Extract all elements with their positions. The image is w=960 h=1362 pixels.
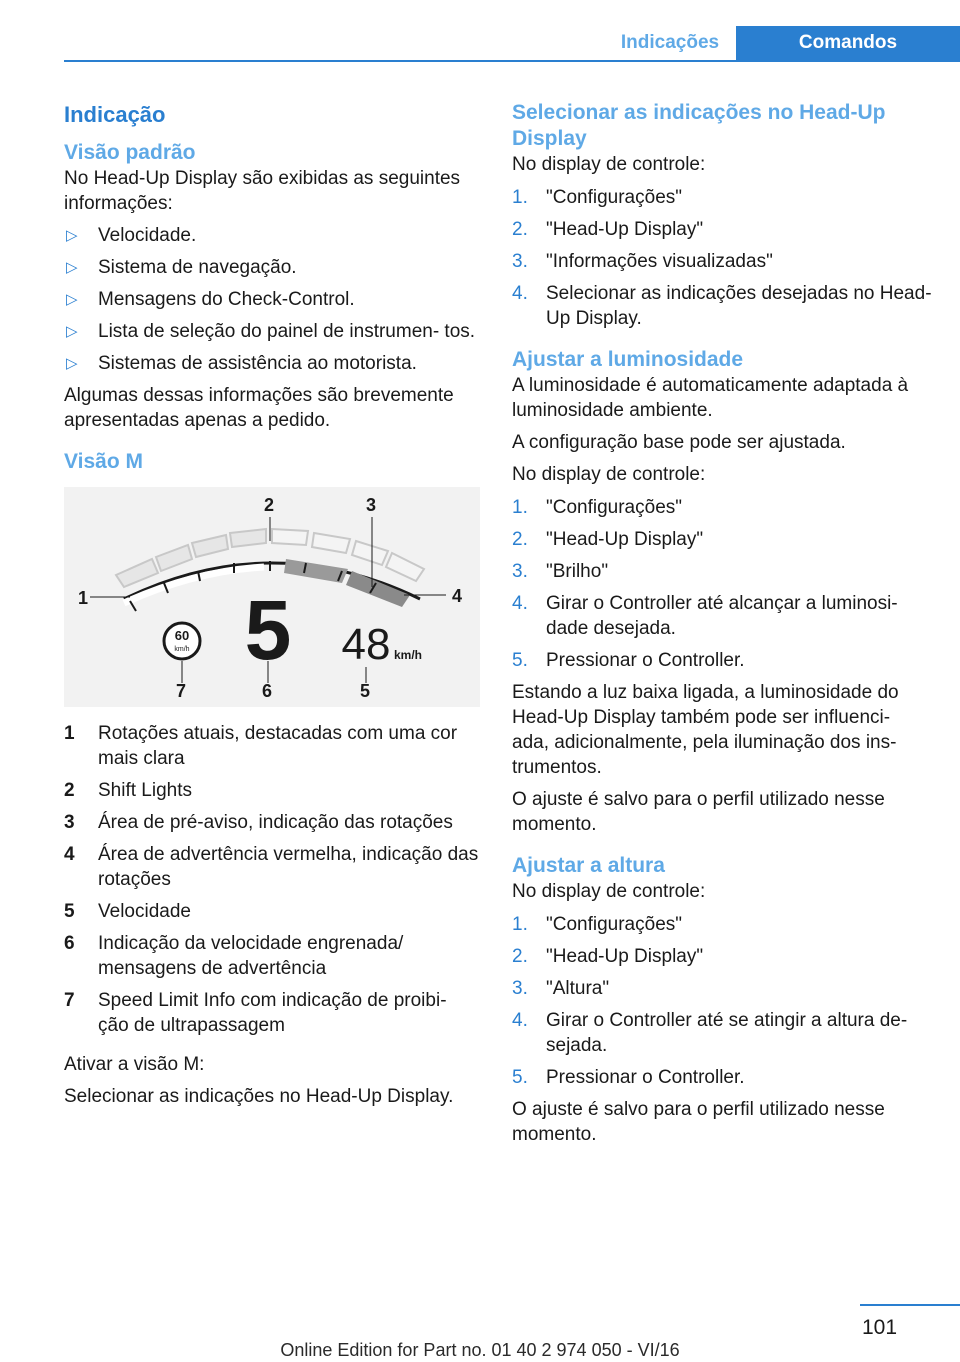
paragraph: A luminosidade é automaticamente adaptada à luminosidade ambiente. <box>512 375 909 421</box>
legend-row: 6 Indicação da velocidade engrenada/ mensagens de advertência <box>64 933 404 979</box>
callout-6: 6 <box>262 681 273 701</box>
list-item: ▷ Sistemas de assistência ao motorista. <box>66 353 417 374</box>
section-title-visao-padrao: Visão padrão <box>64 141 196 164</box>
legend-row: 5 Velocidade <box>64 901 191 922</box>
paragraph: Selecionar as indicações no Head-Up Display. <box>64 1086 454 1107</box>
section-title-luminosidade: Ajustar a luminosidade <box>512 348 744 371</box>
callout-7: 7 <box>176 681 187 701</box>
numbered-list <box>512 495 932 673</box>
paragraph: O ajuste é salvo para o perfil utilizado nesse momento. <box>512 789 885 835</box>
list-item: 1. "Configurações" <box>512 187 683 208</box>
list-item: 4. Girar o Controller até se atingir a altura de‐ sejada. <box>512 1010 908 1056</box>
figure-legend <box>64 721 480 1038</box>
list-item: ▷ Lista de seleção do painel de instrumen‐ tos. <box>66 321 476 342</box>
paragraph: A configuração base pode ser ajustada. <box>512 432 846 453</box>
speed-limit-unit: km/h <box>174 646 190 653</box>
page-number: 101 <box>862 1316 898 1339</box>
list-item: 4. Girar o Controller até alcançar a luminosi‐ dade desejada. <box>512 593 898 639</box>
list-item: 3. "Informações visualizadas" <box>512 251 773 272</box>
triangle-bullet-icon: ▷ <box>66 323 78 340</box>
head-up-display-figure <box>64 487 480 707</box>
legend-row: 4 Área de advertência vermelha, indicação das rotações <box>64 844 479 890</box>
list-item: 2. "Head-Up Display" <box>512 529 704 550</box>
list-item: 1. "Configurações" <box>512 497 683 518</box>
callout-3: 3 <box>366 495 377 515</box>
callout-4: 4 <box>452 586 463 606</box>
page-heading: Indicação <box>64 102 166 127</box>
left-column <box>64 100 480 1116</box>
list-item: ▷ Velocidade. <box>66 225 197 246</box>
paragraph: Algumas dessas informações são brevemente apresentadas apenas a pedido. <box>64 385 454 431</box>
header-rule <box>64 60 960 62</box>
list-item: ▷ Sistema de navegação. <box>66 257 297 278</box>
section-title-altura: Ajustar a altura <box>512 854 665 877</box>
tab-comandos[interactable]: Comandos <box>736 26 960 60</box>
numbered-list <box>512 185 932 331</box>
speed-unit: km/h <box>394 648 423 662</box>
section-title-visao-m: Visão M <box>64 450 143 473</box>
list-item: ▷ Mensagens do Check-Control. <box>66 289 355 310</box>
paragraph: No Head-Up Display são exibidas as seguintes informações: <box>64 168 461 214</box>
list-item: 3. "Altura" <box>512 978 610 999</box>
legend-row: 2 Shift Lights <box>64 780 192 801</box>
gear-indicator: 5 <box>244 583 292 677</box>
paragraph: Estando a luz baixa ligada, a luminosidade do Head-Up Display também pode ser influenci‐ ada, adicionalmente, pela iluminação dos ins‐ trumentos. <box>512 682 899 778</box>
list-item: 2. "Head-Up Display" <box>512 219 704 240</box>
tab-indicacoes[interactable]: Indicações <box>620 32 720 53</box>
paragraph: Ativar a visão M: <box>64 1054 205 1075</box>
speed-readout: 48 <box>341 620 391 669</box>
numbered-list <box>512 912 932 1090</box>
legend-row: 1 Rotações atuais, destacadas com uma cor mais clara <box>64 723 458 769</box>
legend-row: 7 Speed Limit Info com indicação de proibi‐ ção de ultrapassagem <box>64 990 447 1036</box>
triangle-bullet-icon: ▷ <box>66 227 78 244</box>
callout-1: 1 <box>78 588 89 608</box>
triangle-bullet-icon: ▷ <box>66 355 78 372</box>
speed-limit-value: 60 <box>174 628 190 643</box>
section-title-selecionar: Selecionar as indicações no Head-Up Display <box>512 101 886 150</box>
edition-note: Online Edition for Part no. 01 40 2 974 050 - VI/16 <box>280 1340 680 1360</box>
list-item: 4. Selecionar as indicações desejadas no Head-Up Display. <box>512 283 932 329</box>
paragraph: O ajuste é salvo para o perfil utilizado nesse momento. <box>512 1099 885 1145</box>
list-item: 5. Pressionar o Controller. <box>512 1067 745 1088</box>
callout-5: 5 <box>360 681 371 701</box>
triangle-bullet-icon: ▷ <box>66 291 78 308</box>
paragraph: No display de controle: <box>512 881 706 902</box>
list-item: 3. "Brilho" <box>512 561 609 582</box>
list-item: 1. "Configurações" <box>512 914 683 935</box>
list-item: 2. "Head-Up Display" <box>512 946 704 967</box>
legend-row: 3 Área de pré-aviso, indicação das rotações <box>64 812 453 833</box>
triangle-bullet-icon: ▷ <box>66 259 78 276</box>
paragraph: No display de controle: <box>512 154 706 175</box>
list-item: 5. Pressionar o Controller. <box>512 650 745 671</box>
paragraph: No display de controle: <box>512 464 706 485</box>
bullet-list <box>64 223 480 376</box>
footer-rule <box>860 1304 960 1306</box>
right-column <box>512 100 932 1154</box>
callout-2: 2 <box>264 495 275 515</box>
hud-illustration <box>64 487 480 707</box>
